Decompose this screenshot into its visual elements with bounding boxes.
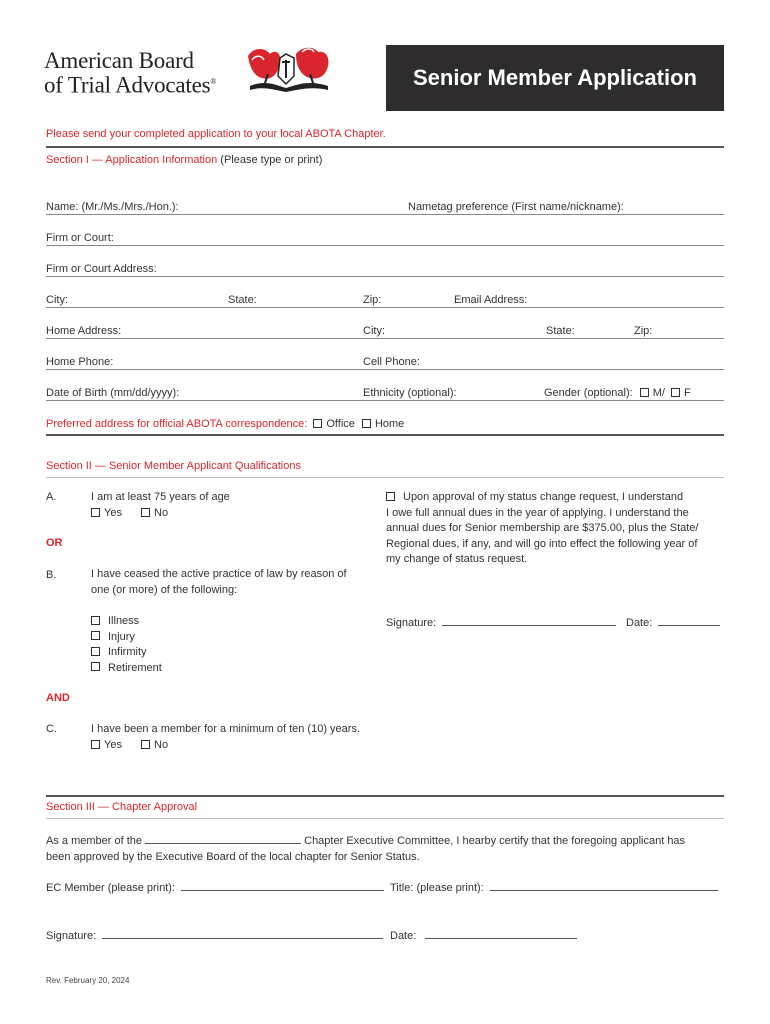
home-address-field[interactable] xyxy=(46,338,724,339)
firm-field[interactable] xyxy=(46,245,724,246)
ethnicity-label: Ethnicity (optional): xyxy=(363,387,457,399)
state-label: State: xyxy=(228,294,257,306)
gender-m-checkbox[interactable] xyxy=(640,388,649,397)
logo-line-2: of Trial Advocates® xyxy=(44,72,217,98)
preferred-address-group: Preferred address for official ABOTA correspondence: Office Home xyxy=(46,418,405,430)
ec-member-label: EC Member (please print): xyxy=(46,882,175,894)
ec-title-label: Title: (please print): xyxy=(390,882,484,894)
qualification-c-text: I have been a member for a minimum of ten (10) years. xyxy=(91,723,361,735)
illness-checkbox[interactable] xyxy=(91,616,100,625)
qualification-a-options: Yes No xyxy=(91,507,168,519)
retirement-checkbox[interactable] xyxy=(91,662,100,671)
revision-date: Rev. February 20, 2024 xyxy=(46,976,130,985)
and-label: AND xyxy=(46,692,70,704)
nametag-label: Nametag preference (First name/nickname): xyxy=(408,201,624,213)
chapter-name-field[interactable] xyxy=(145,833,301,844)
qualification-c-label: C. xyxy=(46,723,57,735)
firm-label: Firm or Court: xyxy=(46,232,114,244)
age-no-checkbox[interactable] xyxy=(141,508,150,517)
qualification-b-text: I have ceased the active practice of law by reason of one (or more) of the following: xyxy=(91,568,347,596)
qualification-a-text: I am at least 75 years of age xyxy=(91,491,230,503)
qualification-c-options: Yes No xyxy=(91,739,168,751)
name-field[interactable] xyxy=(46,214,724,215)
gender-group: Gender (optional): M/ F xyxy=(544,387,691,399)
reason-retirement: Retirement xyxy=(91,661,162,677)
applicant-signature-group xyxy=(386,615,616,629)
section-3-heading: Section III — Chapter Approval xyxy=(46,801,198,813)
acknowledgement-checkbox[interactable] xyxy=(386,492,395,501)
applicant-signature-label: Signature: xyxy=(386,617,437,629)
section-divider xyxy=(46,477,724,478)
qualification-a-label: A. xyxy=(46,491,57,503)
office-checkbox[interactable] xyxy=(313,419,322,428)
firm-address-label: Firm or Court Address: xyxy=(46,263,157,275)
home-checkbox[interactable] xyxy=(362,419,371,428)
ec-signature-field[interactable] xyxy=(102,928,383,939)
member-no-checkbox[interactable] xyxy=(141,740,150,749)
abota-logo-text xyxy=(44,50,216,96)
ec-signature-group xyxy=(46,928,383,942)
dob-label: Date of Birth (mm/dd/yyyy): xyxy=(46,387,180,399)
home-zip-label: Zip: xyxy=(634,325,653,337)
certification-text: As a member of the Chapter Executive Committee, I hearby certify that the foregoing applicant has been approved by the Executive Board of the local chapter for Senior Status. xyxy=(46,835,686,863)
applicant-date-group xyxy=(626,615,720,629)
coat-of-arms-icon xyxy=(244,44,334,98)
home-state-label: State: xyxy=(546,325,575,337)
section-1-heading: Section I — Application Information (Please type or print) xyxy=(46,154,323,166)
section-2-heading: Section II — Senior Member Applicant Qualifications xyxy=(46,460,301,472)
injury-checkbox[interactable] xyxy=(91,631,100,640)
acknowledgement-text: Upon approval of my status change request, I understand I owe full annual dues in the year of applying. I understand the annual dues for Senior membership are $375.00, plus the State/ Regional dues, if any, and will go into effect the following year of my change of status request. xyxy=(386,491,699,565)
name-label: Name: (Mr./Ms./Mrs./Hon.): xyxy=(46,201,179,213)
form-title: Senior Member Application xyxy=(386,45,724,111)
section-divider xyxy=(46,434,724,436)
ec-date-label: Date: xyxy=(390,930,417,942)
qualification-b-label: B. xyxy=(46,569,57,581)
email-label: Email Address: xyxy=(454,294,528,306)
ec-date-field[interactable] xyxy=(425,928,577,939)
ec-member-field[interactable] xyxy=(181,880,384,891)
home-phone-label: Home Phone: xyxy=(46,356,114,368)
section-divider xyxy=(46,795,724,797)
member-yes-checkbox[interactable] xyxy=(91,740,100,749)
city-state-zip-email-field[interactable] xyxy=(46,307,724,308)
phone-field[interactable] xyxy=(46,369,724,370)
logo-line-1: American Board xyxy=(44,48,194,73)
instructions-text: Please send your completed application to your local ABOTA Chapter. xyxy=(46,128,386,140)
home-city-label: City: xyxy=(363,325,385,337)
ec-member-group xyxy=(46,880,384,894)
dob-field[interactable] xyxy=(46,400,724,401)
preferred-address-label: Preferred address for official ABOTA correspondence: xyxy=(46,418,308,430)
home-address-label: Home Address: xyxy=(46,325,122,337)
applicant-date-field[interactable] xyxy=(658,615,720,626)
applicant-date-label: Date: xyxy=(626,617,653,629)
reason-injury: Injury xyxy=(91,630,162,646)
ec-date-group xyxy=(390,928,577,942)
zip-label: Zip: xyxy=(363,294,382,306)
firm-address-field[interactable] xyxy=(46,276,724,277)
age-yes-checkbox[interactable] xyxy=(91,508,100,517)
ec-title-field[interactable] xyxy=(490,880,718,891)
city-label: City: xyxy=(46,294,68,306)
section-divider xyxy=(46,146,724,148)
reason-infirmity: Infirmity xyxy=(91,645,162,661)
ec-title-group xyxy=(390,880,718,894)
or-label: OR xyxy=(46,537,63,549)
applicant-signature-field[interactable] xyxy=(442,615,616,626)
infirmity-checkbox[interactable] xyxy=(91,647,100,656)
reason-illness: Illness xyxy=(91,614,162,630)
gender-f-checkbox[interactable] xyxy=(671,388,680,397)
reason-list xyxy=(91,614,162,676)
ec-signature-label: Signature: xyxy=(46,930,97,942)
cell-phone-label: Cell Phone: xyxy=(363,356,420,368)
gender-label: Gender (optional): xyxy=(544,387,633,399)
section-divider xyxy=(46,818,724,819)
